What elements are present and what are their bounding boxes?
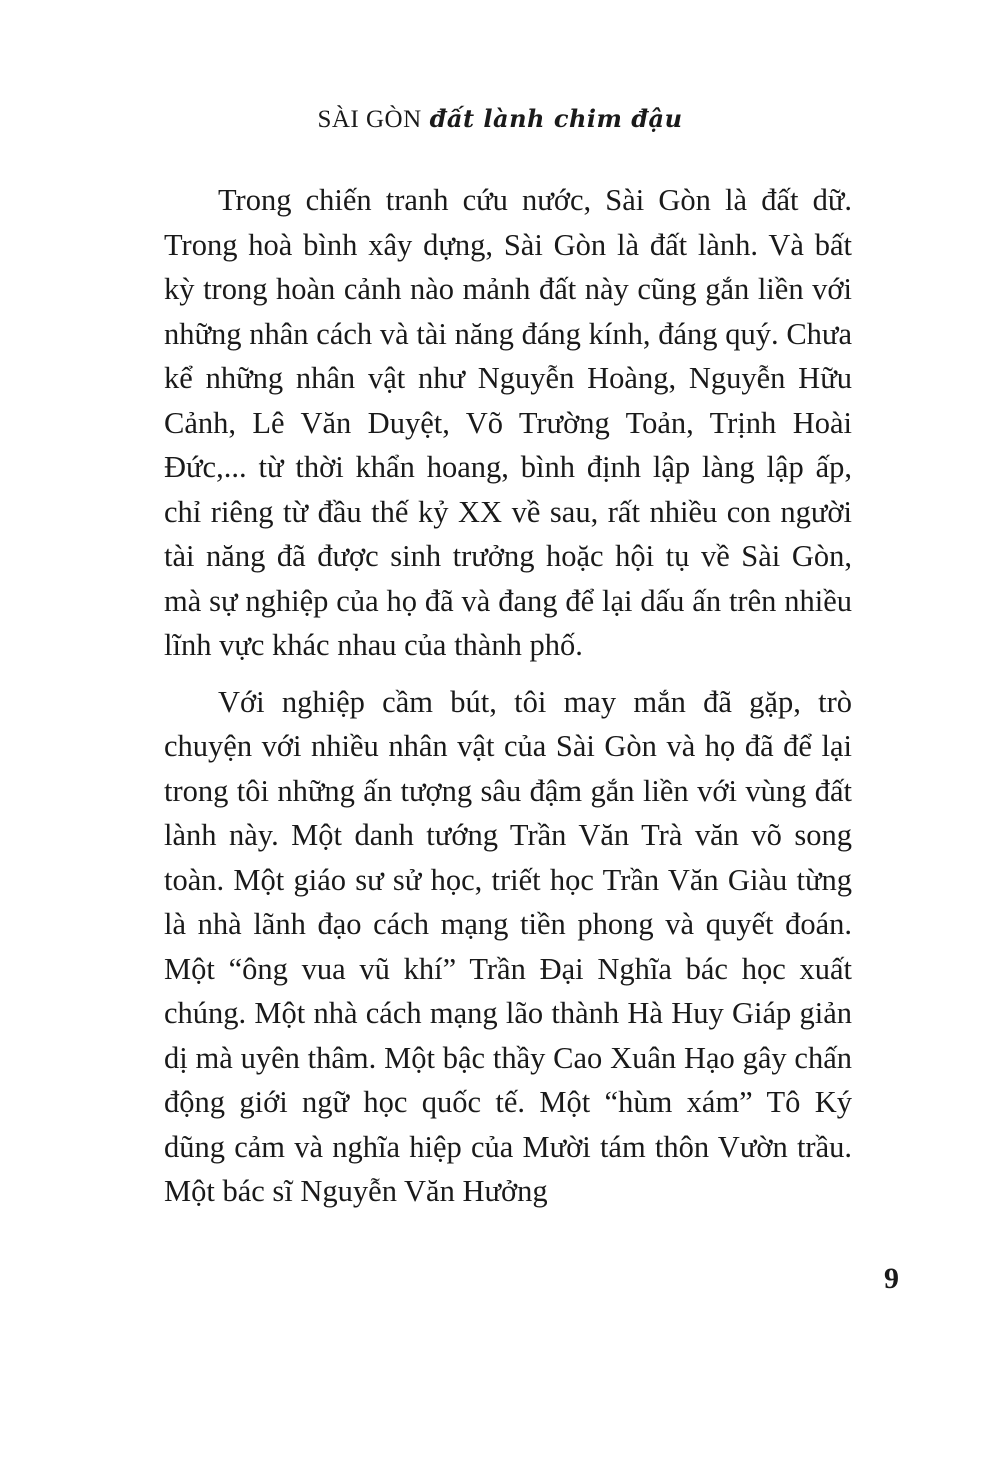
header-title-plain: SÀI GÒN	[317, 106, 422, 133]
running-header	[0, 102, 1000, 137]
paragraph-2: Với nghiệp cầm bút, tôi may mắn đã gặp, trò chuyện với nhiều nhân vật của Sài Gòn và họ đã để lại trong tôi những ấn tượng sâu đậm gắn liền với vùng đất lành này. Một danh tướng Trần Văn Trà văn võ song toàn. Một giáo sư sử học, triết học Trần Văn Giàu từng là nhà lãnh đạo cách mạng tiền phong và quyết đoán. Một “ông vua vũ khí” Trần Đại Nghĩa bác học xuất chúng. Một nhà cách mạng lão thành Hà Huy Giáp giản dị mà uyên thâm. Một bậc thầy Cao Xuân Hạo gây chấn động giới ngữ học quốc tế. Một “hùm xám” Tô Ký dũng cảm và nghĩa hiệp của Mười tám thôn Vườn trầu. Một bác sĩ Nguyễn Văn Hưởng	[164, 684, 852, 1208]
body-text	[164, 178, 852, 1214]
paragraph-1: Trong chiến tranh cứu nước, Sài Gòn là đất dữ. Trong hoà bình xây dựng, Sài Gòn là đất lành. Và bất kỳ trong hoàn cảnh nào mảnh đất này cũng gắn liền với những nhân cách và tài năng đáng kính, đáng quý. Chưa kể những nhân vật như Nguyễn Hoàng, Nguyễn Hữu Cảnh, Lê Văn Duyệt, Võ Trường Toản, Trịnh Hoài Đức,... từ thời khẩn hoang, bình định lập làng lập ấp, chỉ riêng từ đầu thế kỷ XX về sau, rất nhiều con người tài năng đã được sinh trưởng hoặc hội tụ về Sài Gòn, mà sự nghiệp của họ đã và đang để lại dấu ấn trên nhiều lĩnh vực khác nhau của thành phố.	[164, 183, 852, 662]
page-number: 9	[884, 1262, 899, 1295]
header-title-script: đất lành chim đậu	[429, 104, 683, 133]
